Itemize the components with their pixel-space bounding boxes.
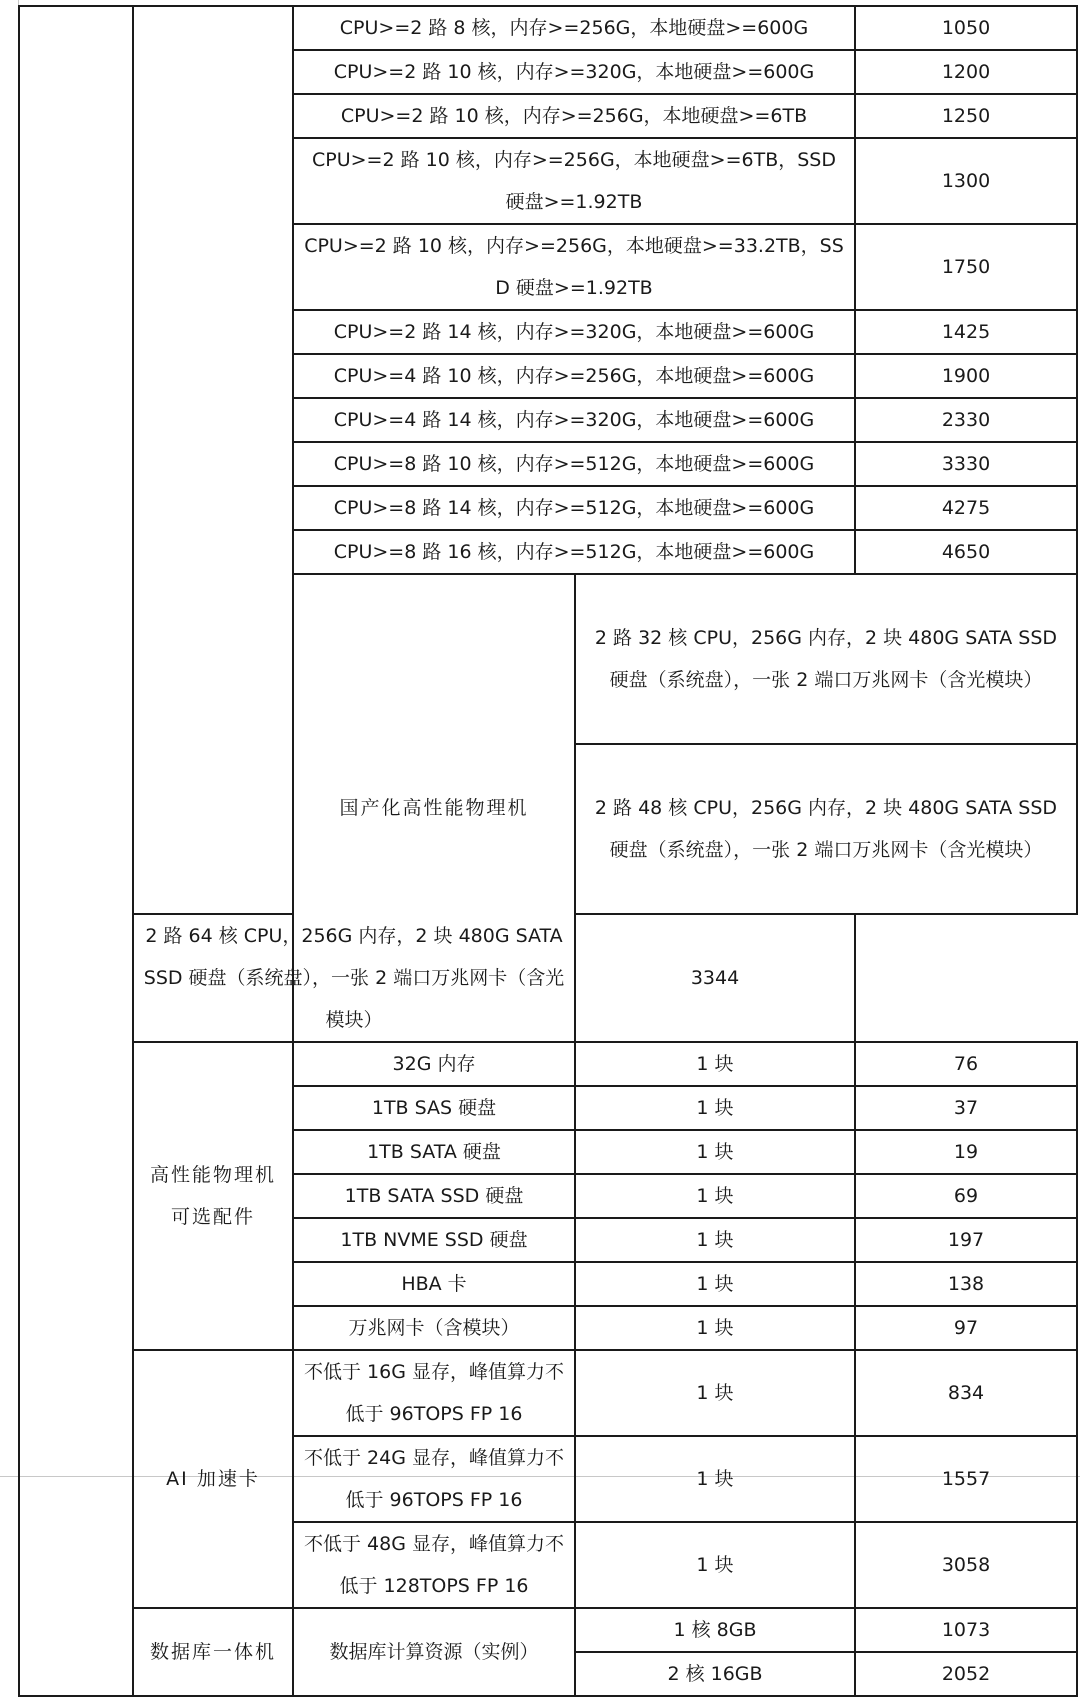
- spec-cell: CPU>=8 路 10 核，内存>=512G，本地硬盘>=600G: [293, 442, 855, 486]
- spec-cell: CPU>=2 路 10 核，内存>=256G，本地硬盘>=33.2TB，SSD 硬盘>=1.92TB: [293, 224, 855, 310]
- item-cell: 万兆网卡（含模块）: [293, 1306, 575, 1350]
- spec-cell: CPU>=8 路 16 核，内存>=512G，本地硬盘>=600G: [293, 530, 855, 574]
- price-cell: 1557: [855, 1436, 1077, 1522]
- price-cell: 1750: [855, 224, 1077, 310]
- price-table: [18, 5, 1078, 1697]
- unit-cell: 1 核 8GB: [575, 1608, 855, 1652]
- price-cell: 3058: [855, 1522, 1077, 1608]
- spec-cell: CPU>=4 路 14 核，内存>=320G，本地硬盘>=600G: [293, 398, 855, 442]
- price-cell: 1073: [855, 1608, 1077, 1652]
- unit-cell: 1 块: [575, 1436, 855, 1522]
- price-cell: 1300: [855, 138, 1077, 224]
- item-cell: 1TB SAS 硬盘: [293, 1086, 575, 1130]
- price-cell: 1425: [855, 310, 1077, 354]
- spec-cell: 2 路 32 核 CPU，256G 内存，2 块 480G SATA SSD 硬盘（系统盘），一张 2 端口万兆网卡（含光模块）: [575, 574, 1077, 744]
- unit-cell: 1 块: [575, 1350, 855, 1436]
- price-cell: 197: [855, 1218, 1077, 1262]
- price-cell: 2330: [855, 398, 1077, 442]
- item-cell: 不低于 48G 显存，峰值算力不低于 128TOPS FP 16: [293, 1522, 575, 1608]
- price-cell: 76: [855, 1042, 1077, 1086]
- category-cell: 数据库一体机: [133, 1608, 293, 1696]
- unit-cell: 1 块: [575, 1218, 855, 1262]
- spec-cell: CPU>=2 路 8 核，内存>=256G，本地硬盘>=600G: [293, 6, 855, 50]
- item-cell: 1TB SATA 硬盘: [293, 1130, 575, 1174]
- unit-cell: 1 块: [575, 1086, 855, 1130]
- price-cell: 69: [855, 1174, 1077, 1218]
- item-cell: HBA 卡: [293, 1262, 575, 1306]
- spec-cell: CPU>=2 路 14 核，内存>=320G，本地硬盘>=600G: [293, 310, 855, 354]
- price-cell: 1250: [855, 94, 1077, 138]
- blank-leading-column: [19, 6, 133, 1696]
- spec-cell: 2 路 48 核 CPU，256G 内存，2 块 480G SATA SSD 硬盘（系统盘），一张 2 端口万兆网卡（含光模块）: [575, 744, 1077, 914]
- price-cell: 4650: [855, 530, 1077, 574]
- unit-cell: 1 块: [575, 1174, 855, 1218]
- table-row: [19, 1350, 1077, 1436]
- price-cell: 834: [855, 1350, 1077, 1436]
- spec-cell: 2 路 64 核 CPU，256G 内存，2 块 480G SATA SSD 硬盘（系统盘），一张 2 端口万兆网卡（含光模块）: [133, 914, 575, 1042]
- item-cell: 1TB NVME SSD 硬盘: [293, 1218, 575, 1262]
- table-row: [19, 1608, 1077, 1652]
- item-cell: 不低于 16G 显存，峰值算力不低于 96TOPS FP 16: [293, 1350, 575, 1436]
- price-cell: 4275: [855, 486, 1077, 530]
- unit-cell: 1 块: [575, 1306, 855, 1350]
- category-cell-continued: [133, 6, 293, 914]
- price-cell: 138: [855, 1262, 1077, 1306]
- spec-cell: CPU>=2 路 10 核，内存>=256G，本地硬盘>=6TB: [293, 94, 855, 138]
- table-row: [19, 6, 1077, 50]
- price-cell: 2052: [855, 1652, 1077, 1696]
- spec-cell: CPU>=2 路 10 核，内存>=256G，本地硬盘>=6TB，SSD 硬盘>=1.92TB: [293, 138, 855, 224]
- page-edge-left: [0, 0, 19, 1483]
- spec-cell: CPU>=2 路 10 核，内存>=320G，本地硬盘>=600G: [293, 50, 855, 94]
- unit-cell: 1 块: [575, 1522, 855, 1608]
- item-cell: 32G 内存: [293, 1042, 575, 1086]
- spec-cell: CPU>=4 路 10 核，内存>=256G，本地硬盘>=600G: [293, 354, 855, 398]
- price-cell: 3344: [575, 914, 855, 1042]
- item-cell: 数据库计算资源（实例）: [293, 1608, 575, 1696]
- category-cell: AI 加速卡: [133, 1350, 293, 1608]
- table-row: [19, 1042, 1077, 1086]
- price-cell: 97: [855, 1306, 1077, 1350]
- category-cell: 国产化高性能物理机: [293, 574, 575, 1042]
- item-cell: 不低于 24G 显存，峰值算力不低于 96TOPS FP 16: [293, 1436, 575, 1522]
- table-row: [19, 914, 1077, 1042]
- price-cell: 1050: [855, 6, 1077, 50]
- price-cell: 1900: [855, 354, 1077, 398]
- unit-cell: 1 块: [575, 1042, 855, 1086]
- price-cell: 37: [855, 1086, 1077, 1130]
- unit-cell: 1 块: [575, 1262, 855, 1306]
- price-cell: 3330: [855, 442, 1077, 486]
- spec-cell: CPU>=8 路 14 核，内存>=512G，本地硬盘>=600G: [293, 486, 855, 530]
- unit-cell: 1 块: [575, 1130, 855, 1174]
- category-cell: 高性能物理机可选配件: [133, 1042, 293, 1350]
- price-cell: 1200: [855, 50, 1077, 94]
- price-cell: 19: [855, 1130, 1077, 1174]
- unit-cell: 2 核 16GB: [575, 1652, 855, 1696]
- item-cell: 1TB SATA SSD 硬盘: [293, 1174, 575, 1218]
